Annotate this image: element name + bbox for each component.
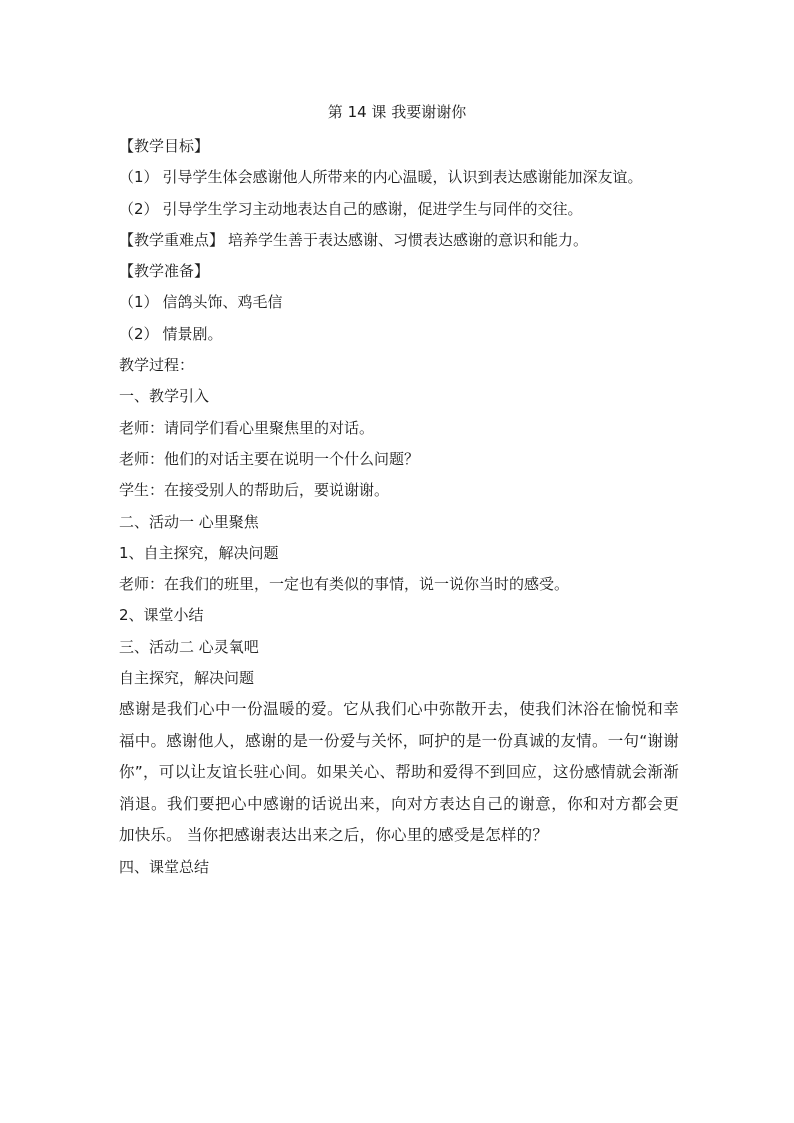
preparation-item-2-text: 情景剧。 xyxy=(162,324,223,343)
section-1-heading: 一、教学引入 xyxy=(119,387,210,406)
preparation-heading: 【教学准备】 xyxy=(119,262,210,281)
preparation-item-2 xyxy=(119,319,679,350)
section-2-line-1: 老师：在我们的班里，一定也有类似的事情，说一说你当时的感受。 xyxy=(119,575,570,594)
section-3-paragraph: 感谢是我们心中一份温暖的爱。它从我们心中弥散开去，使我们沐浴在愉悦和幸福中。感谢他人，感谢的是一份爱与关怀，呵护的是一份真诚的友情。一句“谢谢你”，可以让友谊长驻心间。如果关心、帮助和爱得不到回应，这份感情就会渐渐消退。我们要把心中感谢的话说出来，向对方表达自己的谢意，你和对方都会更加快乐。 当你把感谢表达出来之后，你心里的感受是怎样的？ xyxy=(119,700,679,845)
section-3-heading: 三、活动二 心灵氧吧 xyxy=(119,637,259,656)
key-points-text: 培养学生善于表达感谢、习惯表达感谢的意识和能力。 xyxy=(228,230,589,249)
objective-item-1-number: （1） xyxy=(119,168,159,187)
section-4-heading: 四、课堂总结 xyxy=(119,857,210,876)
objectives-heading: 【教学目标】 xyxy=(119,137,210,155)
preparation-item-1-number: （1） xyxy=(119,293,159,312)
section-1-line-2: 老师：他们的对话主要在说明一个什么问题？ xyxy=(119,449,420,468)
objective-item-2-number: （2） xyxy=(119,199,159,218)
section-2-heading: 二、活动一 心里聚焦 xyxy=(119,512,259,531)
section-1-line-3: 学生：在接受别人的帮助后，要说谢谢。 xyxy=(119,481,390,500)
section-2-subheading-2: 2、课堂小结 xyxy=(119,606,204,625)
objective-item-2-text: 引导学生学习主动地表达自己的感谢，促进学生与同伴的交往。 xyxy=(162,199,583,218)
objective-item-1 xyxy=(119,162,679,193)
section-1-line-1: 老师：请同学们看心里聚焦里的对话。 xyxy=(119,418,375,437)
lesson-content xyxy=(119,131,679,883)
key-points-heading: 【教学重难点】 xyxy=(119,230,225,249)
objective-item-1-text: 引导学生体会感谢他人所带来的内心温暖，认识到表达感谢能加深友谊。 xyxy=(162,168,643,187)
key-points xyxy=(119,225,679,256)
process-heading: 教学过程： xyxy=(119,356,195,375)
section-2-subheading-1: 1、自主探究，解决问题 xyxy=(119,543,279,562)
section-3-subheading: 自主探究，解决问题 xyxy=(119,669,255,688)
objective-item-2 xyxy=(119,194,679,225)
preparation-item-2-number: （2） xyxy=(119,324,159,343)
preparation-item-1-text: 信鸽头饰、鸡毛信 xyxy=(162,293,283,312)
preparation-item-1 xyxy=(119,287,679,318)
lesson-title: 第 14 课 我要谢谢你 xyxy=(327,103,467,121)
